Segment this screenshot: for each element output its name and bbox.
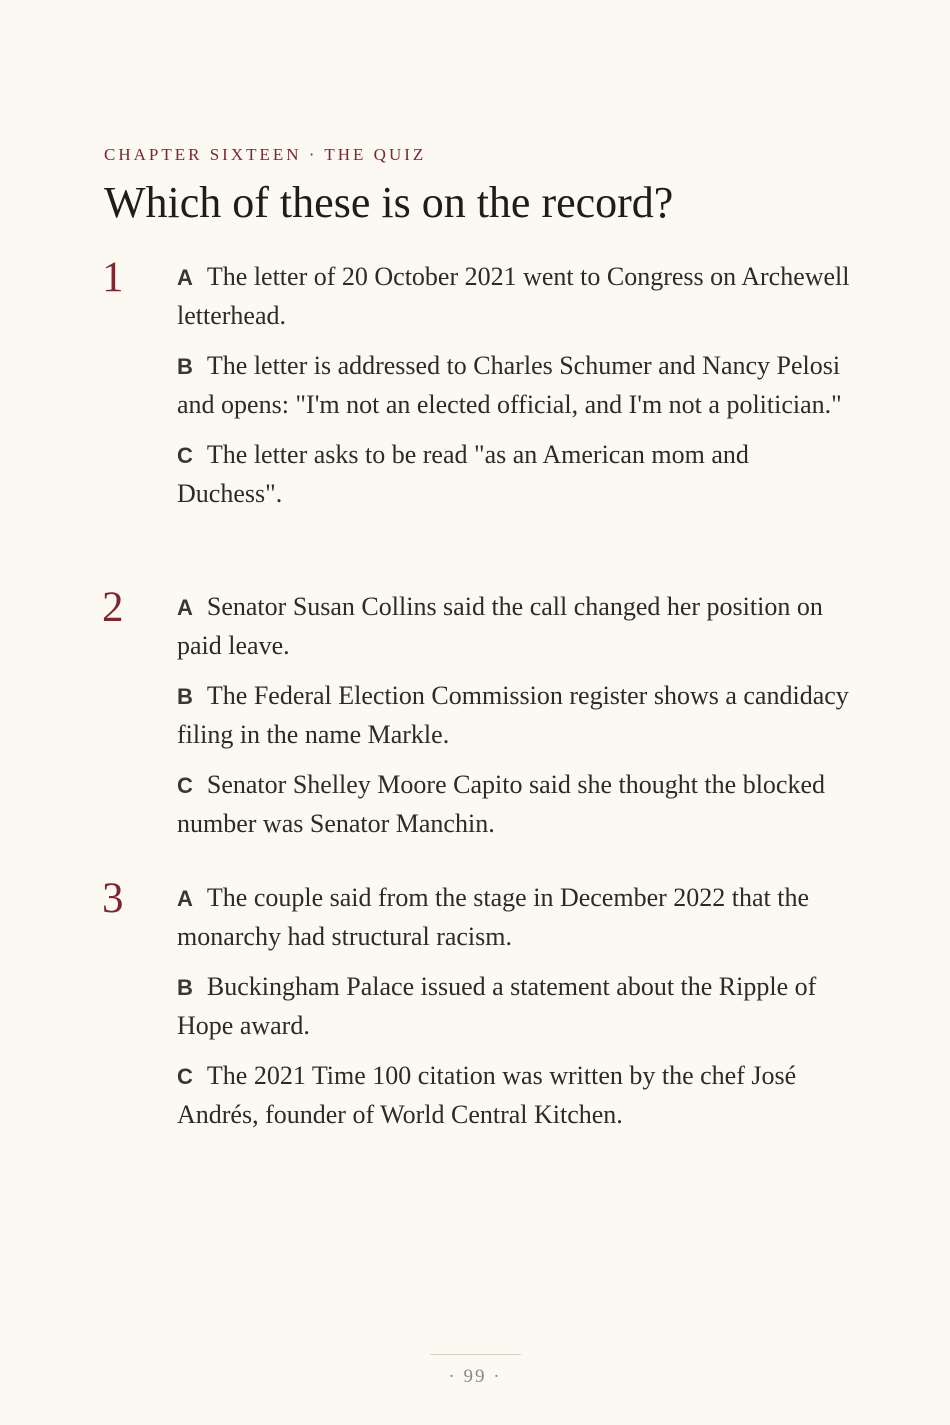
question-number: 3: [102, 875, 124, 922]
option-letter: A: [177, 265, 193, 290]
option-text: The letter is addressed to Charles Schumer and Nancy Pelosi and opens: "I'm not an elected official, and I'm not a politician.": [177, 351, 842, 419]
option-text: Senator Susan Collins said the call changed her position on paid leave.: [177, 592, 823, 660]
chapter-kicker: CHAPTER SIXTEEN · THE QUIZ: [104, 145, 427, 164]
option-a: [177, 258, 857, 335]
option-c: [177, 436, 857, 513]
option-text: The 2021 Time 100 citation was written by the chef José Andrés, founder of World Central Kitchen.: [177, 1061, 797, 1129]
option-text: The letter of 20 October 2021 went to Congress on Archewell letterhead.: [177, 262, 850, 330]
page-title: Which of these is on the record?: [104, 178, 674, 227]
question-number: 1: [102, 254, 124, 301]
option-b: [177, 968, 857, 1045]
option-letter: A: [177, 595, 193, 620]
option-letter: B: [177, 975, 193, 1000]
option-list: [177, 588, 857, 855]
option-a: [177, 588, 857, 665]
option-b: [177, 677, 857, 754]
page-number: · 99 ·: [448, 1366, 502, 1387]
option-c: [177, 766, 857, 843]
option-letter: B: [177, 354, 193, 379]
option-letter: A: [177, 886, 193, 911]
option-text: The couple said from the stage in December 2022 that the monarchy had structural racism.: [177, 883, 810, 951]
option-text: The Federal Election Commission register shows a candidacy filing in the name Markle.: [177, 681, 849, 749]
question-number: 2: [102, 584, 124, 631]
option-b: [177, 347, 857, 424]
option-text: The letter asks to be read "as an American mom and Duchess".: [177, 440, 749, 508]
option-letter: C: [177, 773, 193, 798]
option-letter: B: [177, 684, 193, 709]
option-list: [177, 258, 857, 525]
option-text: Buckingham Palace issued a statement about the Ripple of Hope award.: [177, 972, 817, 1040]
option-text: Senator Shelley Moore Capito said she thought the blocked number was Senator Manchin.: [177, 770, 825, 838]
option-a: [177, 879, 857, 956]
option-letter: C: [177, 443, 193, 468]
option-c: [177, 1057, 857, 1134]
footer-divider: [430, 1354, 521, 1355]
option-list: [177, 879, 857, 1146]
option-letter: C: [177, 1064, 193, 1089]
